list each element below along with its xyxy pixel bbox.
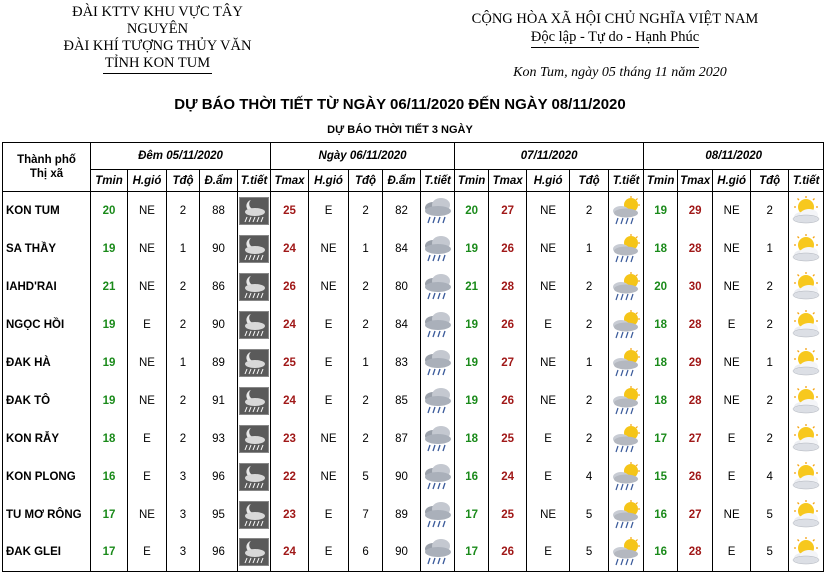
col-header-tmax: Tmax <box>678 170 713 192</box>
cloud-rain-icon <box>421 534 455 572</box>
day8-wind-direction: NE <box>713 344 751 382</box>
sun-cloud-icon <box>789 534 824 572</box>
cloud-rain-icon <box>421 496 455 534</box>
day6-tmax: 25 <box>271 192 309 230</box>
day8-tmin: 17 <box>644 420 678 458</box>
col-header-force: Tđộ <box>751 170 789 192</box>
day8-tmin: 20 <box>644 268 678 306</box>
day7-wind-force: 5 <box>570 496 609 534</box>
day6-tmax: 23 <box>271 496 309 534</box>
night-humidity: 95 <box>200 496 238 534</box>
day7-wind-force: 2 <box>570 268 609 306</box>
day6-humidity: 85 <box>383 382 421 420</box>
col-header-tmin: Tmin <box>644 170 678 192</box>
night-wind-force: 2 <box>167 382 200 420</box>
night-wind-direction: NE <box>128 344 167 382</box>
day8-tmax: 28 <box>678 534 713 572</box>
city-name: ĐAK TÔ <box>3 382 91 420</box>
day7-tmin: 20 <box>455 192 489 230</box>
day7-wind-direction: E <box>527 306 570 344</box>
agency-line-3: TỈNH KON TUM <box>103 55 212 74</box>
day7-wind-direction: NE <box>527 344 570 382</box>
day6-wind-direction: NE <box>309 268 349 306</box>
day8-tmin: 15 <box>644 458 678 496</box>
nation-name: CỘNG HÒA XÃ HỘI CHỦ NGHĨA VIỆT NAM <box>471 11 759 27</box>
night-wind-force: 2 <box>167 420 200 458</box>
col-header-humidity: Đ.ẩm <box>200 170 238 192</box>
day6-humidity: 90 <box>383 458 421 496</box>
day8-tmin: 19 <box>644 192 678 230</box>
sun-cloud-rain-icon <box>609 534 644 572</box>
night-humidity: 89 <box>200 344 238 382</box>
col-header-tmax: Tmax <box>271 170 309 192</box>
forecast-rows <box>3 192 824 572</box>
day7-wind-direction: E <box>527 420 570 458</box>
day8-wind-force: 2 <box>751 420 789 458</box>
sun-cloud-icon <box>789 268 824 306</box>
city-header-line1: Thành phố <box>17 154 76 166</box>
col-header-force: Tđộ <box>167 170 200 192</box>
city-name: NGỌC HỒI <box>3 306 91 344</box>
table-row <box>3 230 824 268</box>
day7-tmax: 28 <box>489 268 527 306</box>
issue-date: Kon Tum, ngày 05 tháng 11 năm 2020 <box>513 65 727 80</box>
day7-wind-direction: NE <box>527 382 570 420</box>
col-header-weather: T.tiết <box>789 170 824 192</box>
day8-wind-force: 2 <box>751 306 789 344</box>
day7-wind-force: 4 <box>570 458 609 496</box>
day6-wind-force: 2 <box>349 192 383 230</box>
cloud-rain-icon <box>421 306 455 344</box>
day8-wind-direction: E <box>713 534 751 572</box>
group-header-day6: Ngày 06/11/2020 <box>271 143 455 170</box>
table-row <box>3 268 824 306</box>
city-name: KON TUM <box>3 192 91 230</box>
day6-wind-force: 5 <box>349 458 383 496</box>
night-wind-direction: E <box>128 458 167 496</box>
agency-line-2: ĐÀI KHÍ TƯỢNG THỦY VĂN <box>63 38 252 54</box>
day8-tmin: 16 <box>644 496 678 534</box>
night-wind-force: 3 <box>167 534 200 572</box>
day7-tmin: 18 <box>455 420 489 458</box>
day6-tmax: 22 <box>271 458 309 496</box>
day7-tmin: 17 <box>455 534 489 572</box>
day6-wind-direction: NE <box>309 230 349 268</box>
agency-line-1: ĐÀI KTTV KHU VỰC TÂY NGUYÊN <box>72 4 243 37</box>
day6-wind-direction: NE <box>309 458 349 496</box>
col-header-force: Tđộ <box>349 170 383 192</box>
sun-cloud-icon <box>789 344 824 382</box>
day7-wind-force: 2 <box>570 420 609 458</box>
night-humidity: 96 <box>200 458 238 496</box>
day7-tmax: 24 <box>489 458 527 496</box>
day6-tmax: 24 <box>271 306 309 344</box>
city-name: SA THẦY <box>3 230 91 268</box>
table-row <box>3 420 824 458</box>
day7-tmax: 27 <box>489 192 527 230</box>
night-moon-rain-icon <box>238 534 271 572</box>
sun-cloud-rain-icon <box>609 496 644 534</box>
table-row <box>3 192 824 230</box>
col-header-weather: T.tiết <box>238 170 271 192</box>
day8-wind-direction: NE <box>713 268 751 306</box>
day6-wind-direction: E <box>309 496 349 534</box>
day7-tmax: 26 <box>489 306 527 344</box>
col-header-weather: T.tiết <box>421 170 455 192</box>
day8-tmin: 16 <box>644 534 678 572</box>
col-header-force: Tđộ <box>570 170 609 192</box>
night-moon-rain-icon <box>238 344 271 382</box>
col-header-tmin: Tmin <box>455 170 489 192</box>
sun-cloud-rain-icon <box>609 344 644 382</box>
day6-wind-direction: E <box>309 192 349 230</box>
day8-wind-direction: NE <box>713 382 751 420</box>
night-humidity: 88 <box>200 192 238 230</box>
day6-humidity: 84 <box>383 230 421 268</box>
day6-tmax: 26 <box>271 268 309 306</box>
day7-tmin: 19 <box>455 306 489 344</box>
night-wind-direction: NE <box>128 268 167 306</box>
day7-wind-force: 5 <box>570 534 609 572</box>
city-name: IAHD'RAI <box>3 268 91 306</box>
nation-motto: Độc lập - Tự do - Hạnh Phúc <box>531 28 699 48</box>
day8-wind-force: 1 <box>751 344 789 382</box>
col-header-wind: H.gió <box>713 170 751 192</box>
day8-wind-force: 5 <box>751 496 789 534</box>
night-wind-direction: E <box>128 534 167 572</box>
night-humidity: 90 <box>200 230 238 268</box>
day7-wind-direction: NE <box>527 230 570 268</box>
day6-humidity: 84 <box>383 306 421 344</box>
night-wind-force: 1 <box>167 344 200 382</box>
sun-cloud-icon <box>789 382 824 420</box>
day6-humidity: 83 <box>383 344 421 382</box>
day8-wind-direction: NE <box>713 192 751 230</box>
day7-tmin: 17 <box>455 496 489 534</box>
day7-wind-direction: E <box>527 458 570 496</box>
cloud-rain-icon <box>421 458 455 496</box>
day7-wind-direction: NE <box>527 268 570 306</box>
day6-tmax: 24 <box>271 382 309 420</box>
col-header-tmin: Tmin <box>91 170 128 192</box>
night-tmin: 19 <box>91 382 128 420</box>
night-tmin: 18 <box>91 420 128 458</box>
night-moon-rain-icon <box>238 382 271 420</box>
day8-wind-force: 1 <box>751 230 789 268</box>
day8-wind-direction: E <box>713 458 751 496</box>
day6-wind-direction: E <box>309 534 349 572</box>
night-moon-rain-icon <box>238 458 271 496</box>
cloud-rain-icon <box>421 192 455 230</box>
sun-cloud-icon <box>789 306 824 344</box>
day6-wind-force: 7 <box>349 496 383 534</box>
city-header-line2: Thị xã <box>29 168 64 180</box>
day8-tmax: 30 <box>678 268 713 306</box>
day7-wind-direction: NE <box>527 496 570 534</box>
col-header-tmax: Tmax <box>489 170 527 192</box>
night-humidity: 90 <box>200 306 238 344</box>
day6-wind-force: 6 <box>349 534 383 572</box>
day8-wind-force: 2 <box>751 382 789 420</box>
day6-tmax: 23 <box>271 420 309 458</box>
col-header-wind: H.gió <box>309 170 349 192</box>
day8-wind-force: 5 <box>751 534 789 572</box>
sun-cloud-rain-icon <box>609 458 644 496</box>
sun-cloud-rain-icon <box>609 192 644 230</box>
day6-wind-direction: NE <box>309 420 349 458</box>
night-wind-force: 3 <box>167 496 200 534</box>
city-name: TU MƠ RÔNG <box>3 496 91 534</box>
night-tmin: 17 <box>91 534 128 572</box>
table-row <box>3 496 824 534</box>
day8-tmax: 29 <box>678 192 713 230</box>
col-header-weather: T.tiết <box>609 170 644 192</box>
city-column-header <box>3 143 91 192</box>
night-moon-rain-icon <box>238 268 271 306</box>
night-humidity: 93 <box>200 420 238 458</box>
group-header-day8: 08/11/2020 <box>644 143 824 170</box>
day8-tmax: 28 <box>678 382 713 420</box>
day8-tmax: 28 <box>678 230 713 268</box>
day6-wind-direction: E <box>309 344 349 382</box>
night-wind-direction: NE <box>128 192 167 230</box>
day7-tmax: 26 <box>489 230 527 268</box>
sun-cloud-icon <box>789 230 824 268</box>
night-moon-rain-icon <box>238 306 271 344</box>
day8-wind-force: 4 <box>751 458 789 496</box>
day7-wind-direction: NE <box>527 192 570 230</box>
table-row <box>3 382 824 420</box>
day6-wind-force: 1 <box>349 230 383 268</box>
table-row <box>3 458 824 496</box>
night-tmin: 21 <box>91 268 128 306</box>
day7-tmax: 25 <box>489 496 527 534</box>
day6-wind-direction: E <box>309 306 349 344</box>
cloud-rain-icon <box>421 344 455 382</box>
night-wind-direction: E <box>128 306 167 344</box>
night-tmin: 19 <box>91 230 128 268</box>
night-wind-direction: NE <box>128 230 167 268</box>
day7-wind-force: 2 <box>570 306 609 344</box>
col-header-humidity: Đ.ẩm <box>383 170 421 192</box>
sun-cloud-rain-icon <box>609 382 644 420</box>
cloud-rain-icon <box>421 420 455 458</box>
day8-tmax: 26 <box>678 458 713 496</box>
day8-wind-direction: NE <box>713 230 751 268</box>
day7-wind-force: 1 <box>570 230 609 268</box>
night-moon-rain-icon <box>238 496 271 534</box>
nation-header <box>450 10 780 48</box>
day6-wind-force: 2 <box>349 306 383 344</box>
day8-wind-direction: E <box>713 306 751 344</box>
day6-humidity: 87 <box>383 420 421 458</box>
day7-wind-direction: E <box>527 534 570 572</box>
col-header-wind: H.gió <box>527 170 570 192</box>
sun-cloud-rain-icon <box>609 420 644 458</box>
day7-tmin: 19 <box>455 344 489 382</box>
night-moon-rain-icon <box>238 192 271 230</box>
day8-wind-force: 2 <box>751 192 789 230</box>
sun-cloud-rain-icon <box>609 230 644 268</box>
day8-wind-direction: NE <box>713 496 751 534</box>
night-tmin: 17 <box>91 496 128 534</box>
day7-tmax: 26 <box>489 382 527 420</box>
city-name: ĐAK HÀ <box>3 344 91 382</box>
day6-humidity: 82 <box>383 192 421 230</box>
night-wind-force: 2 <box>167 306 200 344</box>
document-subtitle: DỰ BÁO THỜI TIẾT 3 NGÀY <box>327 124 473 136</box>
day6-humidity: 80 <box>383 268 421 306</box>
night-tmin: 19 <box>91 344 128 382</box>
day8-tmin: 18 <box>644 306 678 344</box>
night-moon-rain-icon <box>238 230 271 268</box>
night-tmin: 16 <box>91 458 128 496</box>
day6-tmax: 24 <box>271 534 309 572</box>
document-title: DỰ BÁO THỜI TIẾT TỪ NGÀY 06/11/2020 ĐẾN NGÀY 08/11/2020 <box>174 96 626 113</box>
sun-cloud-icon <box>789 192 824 230</box>
day8-wind-force: 2 <box>751 268 789 306</box>
sun-cloud-icon <box>789 458 824 496</box>
group-header-day7: 07/11/2020 <box>455 143 644 170</box>
night-tmin: 20 <box>91 192 128 230</box>
day6-tmax: 24 <box>271 230 309 268</box>
day8-tmax: 28 <box>678 306 713 344</box>
day8-tmax: 29 <box>678 344 713 382</box>
day6-wind-force: 1 <box>349 344 383 382</box>
day7-wind-force: 1 <box>570 344 609 382</box>
day6-wind-force: 2 <box>349 382 383 420</box>
sun-cloud-icon <box>789 420 824 458</box>
night-tmin: 19 <box>91 306 128 344</box>
day7-wind-force: 2 <box>570 192 609 230</box>
night-moon-rain-icon <box>238 420 271 458</box>
night-wind-force: 2 <box>167 192 200 230</box>
agency-header <box>40 4 275 74</box>
night-wind-direction: NE <box>128 382 167 420</box>
night-humidity: 96 <box>200 534 238 572</box>
city-name: KON PLONG <box>3 458 91 496</box>
day7-tmin: 19 <box>455 382 489 420</box>
day6-wind-force: 2 <box>349 420 383 458</box>
day7-tmax: 25 <box>489 420 527 458</box>
day6-humidity: 90 <box>383 534 421 572</box>
sun-cloud-rain-icon <box>609 306 644 344</box>
night-wind-direction: E <box>128 420 167 458</box>
night-wind-force: 2 <box>167 268 200 306</box>
day6-wind-direction: E <box>309 382 349 420</box>
table-row <box>3 306 824 344</box>
day7-tmax: 26 <box>489 534 527 572</box>
table-row <box>3 534 824 572</box>
night-wind-force: 1 <box>167 230 200 268</box>
cloud-rain-icon <box>421 268 455 306</box>
col-header-wind: H.gió <box>128 170 167 192</box>
day6-humidity: 89 <box>383 496 421 534</box>
night-wind-force: 3 <box>167 458 200 496</box>
day8-tmax: 27 <box>678 496 713 534</box>
table-row <box>3 344 824 382</box>
day8-wind-direction: E <box>713 420 751 458</box>
forecast-table <box>2 142 824 572</box>
group-header-night: Đêm 05/11/2020 <box>91 143 271 170</box>
day6-tmax: 25 <box>271 344 309 382</box>
day7-wind-force: 2 <box>570 382 609 420</box>
day8-tmin: 18 <box>644 344 678 382</box>
sun-cloud-icon <box>789 496 824 534</box>
night-humidity: 86 <box>200 268 238 306</box>
day6-wind-force: 2 <box>349 268 383 306</box>
cloud-rain-icon <box>421 230 455 268</box>
day8-tmin: 18 <box>644 230 678 268</box>
day7-tmin: 16 <box>455 458 489 496</box>
day7-tmin: 19 <box>455 230 489 268</box>
city-name: KON RẪY <box>3 420 91 458</box>
day7-tmin: 21 <box>455 268 489 306</box>
night-humidity: 91 <box>200 382 238 420</box>
city-name: ĐAK GLEI <box>3 534 91 572</box>
day8-tmax: 27 <box>678 420 713 458</box>
sun-cloud-rain-icon <box>609 268 644 306</box>
cloud-rain-icon <box>421 382 455 420</box>
day7-tmax: 27 <box>489 344 527 382</box>
day8-tmin: 18 <box>644 382 678 420</box>
night-wind-direction: NE <box>128 496 167 534</box>
